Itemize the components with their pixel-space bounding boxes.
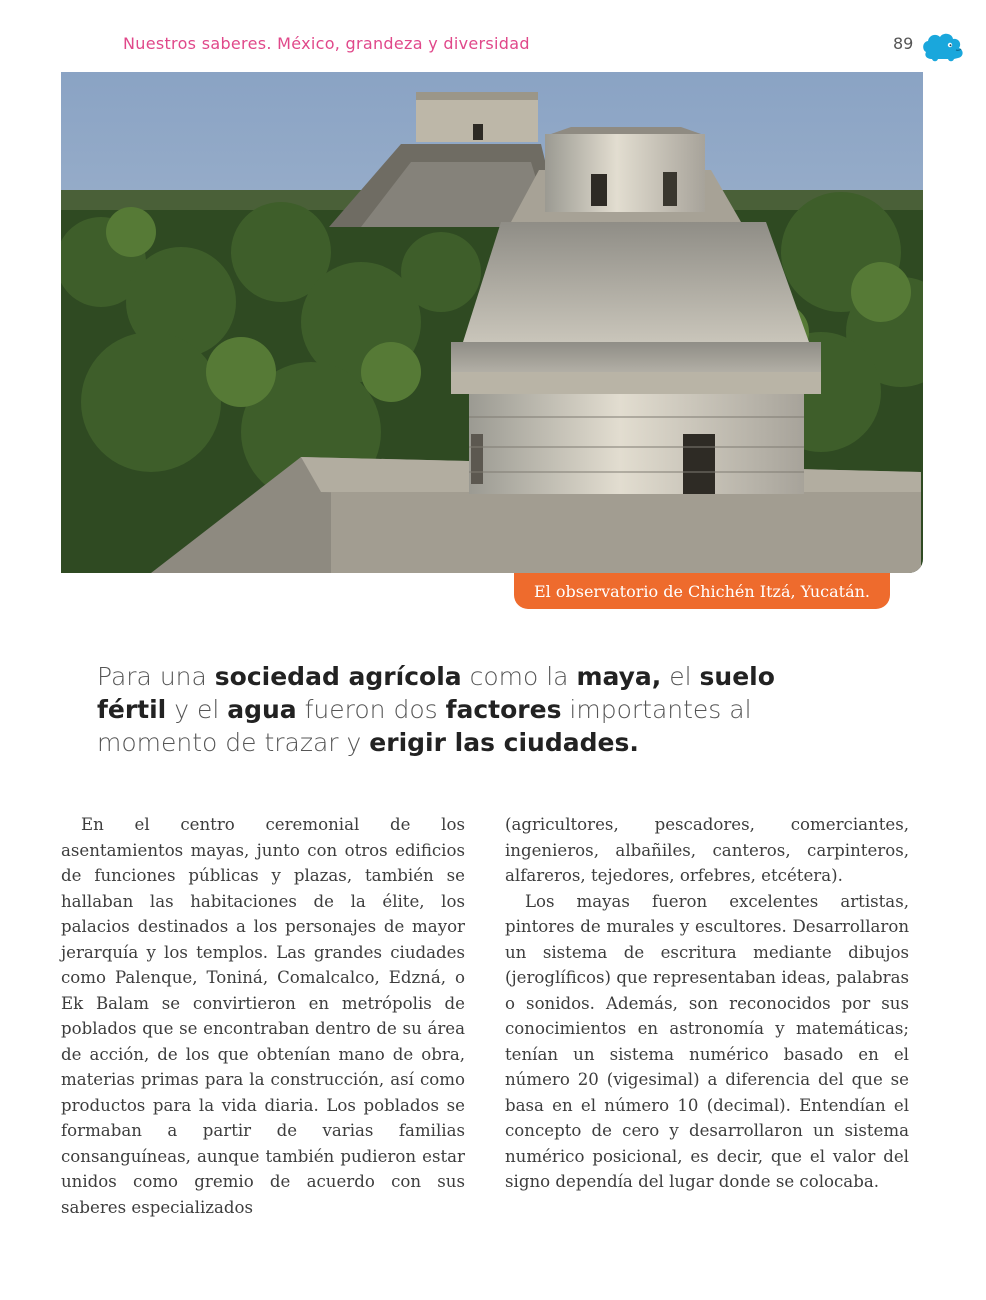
body-paragraph: Los mayas fueron excelentes artistas, pintores de murales y escultores. Desarrollaron un sistema de escritura mediante dibujos (jeroglíficos) que representaban ideas, palabras o sonidos. Además, son reconocidos por sus conocimientos en astronomía y matemáticas; tenían un sistema numérico basado en el número 20 (vigesimal) a diferencia del que se basa en el número 10 (decimal). Entendían el concepto de cero y desarrollaron un sistema numérico posicional, es decir, que el valor del signo dependía del lugar donde se colocaba. — [505, 891, 909, 1191]
photo-caption: El observatorio de Chichén Itzá, Yucatán. — [514, 573, 890, 609]
blue-cloud-creature-icon — [920, 30, 966, 64]
body-paragraph: (agricultores, pescadores, comerciantes, ingenieros, albañiles, canteros, carpinteros, alfareros, tejedores, orfebres, etcétera). — [505, 815, 909, 885]
running-header-title: Nuestros saberes. México, grandeza y diversidad — [123, 34, 530, 53]
body-paragraph: En el centro ceremonial de los asentamientos mayas, junto con otros edificios de funciones públicas y plazas, también se hallaban las habitaciones de la élite, los palacios destinados a los personajes de mayor jerarquía y los templos. Las grandes ciudades como Palenque, Toniná, Comalcalco, Edzná, o Ek Balam se convirtieron en metrópolis de poblados que se encontraban dentro de su área de acción, de los que obtenían mano de obra, materias primas para la construcción, así como productos para la vida diaria. Los poblados se formaban a partir de varias familias consanguíneas, aunque también pudieron estar unidos como gremio de acuerdo con sus saberes especializados — [61, 815, 465, 1217]
lead-emphasis: suelo fértil — [97, 662, 775, 724]
page-number: 89 — [893, 34, 914, 53]
lead-emphasis: agua — [227, 695, 297, 724]
lead-emphasis: sociedad agrícola — [214, 662, 462, 691]
lead-text: y el — [166, 695, 228, 724]
body-column-right — [505, 812, 909, 1195]
lead-text: como la — [461, 662, 577, 691]
lead-text: fueron dos — [296, 695, 446, 724]
lead-emphasis: maya, — [576, 662, 662, 691]
observatory-photo — [61, 72, 923, 573]
lead-emphasis: erigir las ciudades. — [369, 728, 639, 757]
body-column-left — [61, 812, 465, 1220]
lead-emphasis: factores — [445, 695, 562, 724]
lead-text: el — [661, 662, 700, 691]
lead-text: Para una — [97, 662, 215, 691]
lead-statement — [97, 660, 777, 759]
lead-text: importantes al momento de trazar y — [97, 695, 752, 757]
